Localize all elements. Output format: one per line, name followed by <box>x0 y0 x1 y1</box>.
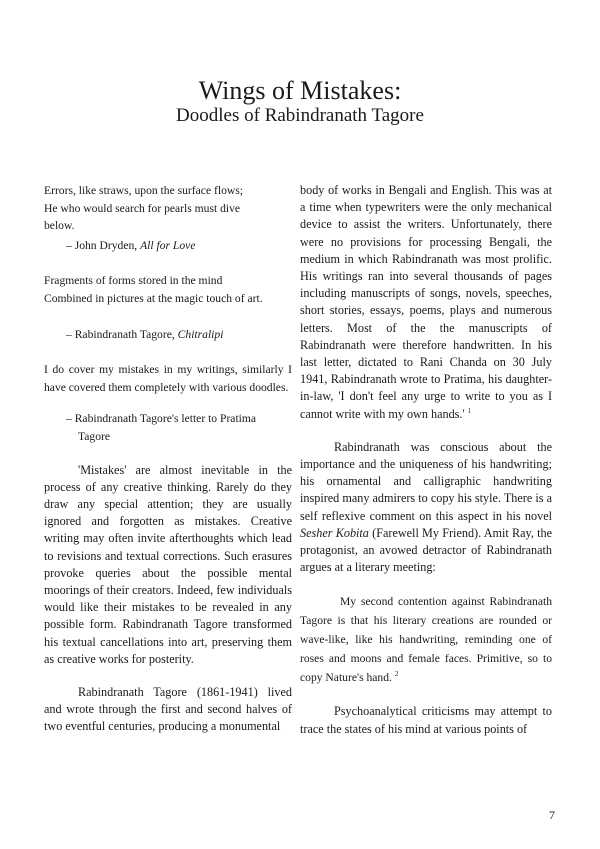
epigraph-line: below. <box>44 219 75 233</box>
body-paragraph: body of works in Bengali and English. This was at a time when typewriters were the only mechanical device to assist the writers. Unfortunately, there were no provisions for processing Bengali, the medium in which Rabindranath was most prolific. His writings ran into several thousands of pages including manuscripts of songs, novels, speeches, short stories, essays, poems, plays and numerous letters. Most of the the manuscripts of Rabindranath were therefore handwritten. In his last letter, dictated to Rani Chanda on 30 July 1941, Rabindranath wrote to Pratima, his daughter-in-law, 'I don't feel any urge to write to you as I cannot write with my own hands.' $^1$ <box>300 183 552 421</box>
epigraph-attribution: – Rabindranath Tagore's letter to Pratima Tagore <box>66 412 257 443</box>
epigraph-chitralipi <box>44 272 292 343</box>
body-paragraph: Rabindranath Tagore (1861-1941) lived and wrote through the first and second halves of two eventful centuries, producing a monumental <box>44 684 292 734</box>
epigraph-attribution: – John Dryden, All for Love <box>66 238 196 252</box>
epigraph-line: Fragments of forms stored in the mind <box>44 274 223 288</box>
page-title: Wings of Mistakes: <box>198 76 402 105</box>
epigraph-line: He who would search for pearls must dive <box>44 201 241 215</box>
epigraph-dryden <box>44 182 292 254</box>
epigraph-attribution: – Rabindranath Tagore, Chitralipi <box>66 327 224 341</box>
body-paragraph: Rabindranath was conscious about the importance and the uniqueness of his handwriting; his ornamental and calligraphic handwriting inspired many admirers to copy his style. There is a self reflexive comment on this aspect in his novel Sesher Kobita (Farewell My Friend). Amit Ray, the protagonist, an avowed detractor of Rabindranath argues at a literary meeting: <box>300 439 552 575</box>
epigraph-line: Combined in pictures at the magic touch of art. <box>44 291 263 305</box>
footnote-marker: 2 <box>394 670 399 679</box>
body-paragraph: Psychoanalytical criticisms may attempt to trace the states of his mind at various points of <box>300 704 552 736</box>
epigraph-line: Errors, like straws, upon the surface flows; <box>44 184 243 197</box>
left-column <box>44 182 292 736</box>
page-subtitle: Doodles of Rabindranath Tagore <box>176 105 424 126</box>
block-quote: My second contention against Rabindranath Tagore is that his literary creations are rounded or wave-like, like his handwriting, reminding one of roses and moons and female faces. Primitive, so to copy Nature's hand. $^2$ <box>300 595 552 685</box>
right-column <box>300 182 552 738</box>
epigraph-letter <box>44 361 292 445</box>
body-paragraph: 'Mistakes' are almost inevitable in the process of any creative thinking. Rarely do they draw any special attention; they are usually ignored and forgotten as mistakes. Creative writing may often invite afterthoughts which lead to revisions and textual corrections. Such erasures provoke queries about the possible mental moorings of their creators. Indeed, few individuals would like their mistakes to be revealed in any possible form. Rabindranath Tagore transformed his textual cancellations into art, preserving them as creative works for posterity. <box>44 462 292 666</box>
footnote-marker: 1 <box>467 406 472 415</box>
epigraph-text: I do cover my mistakes in my writings, similarly I have covered them completely with various doodles. <box>44 363 292 394</box>
page-number: 7 <box>549 808 555 822</box>
